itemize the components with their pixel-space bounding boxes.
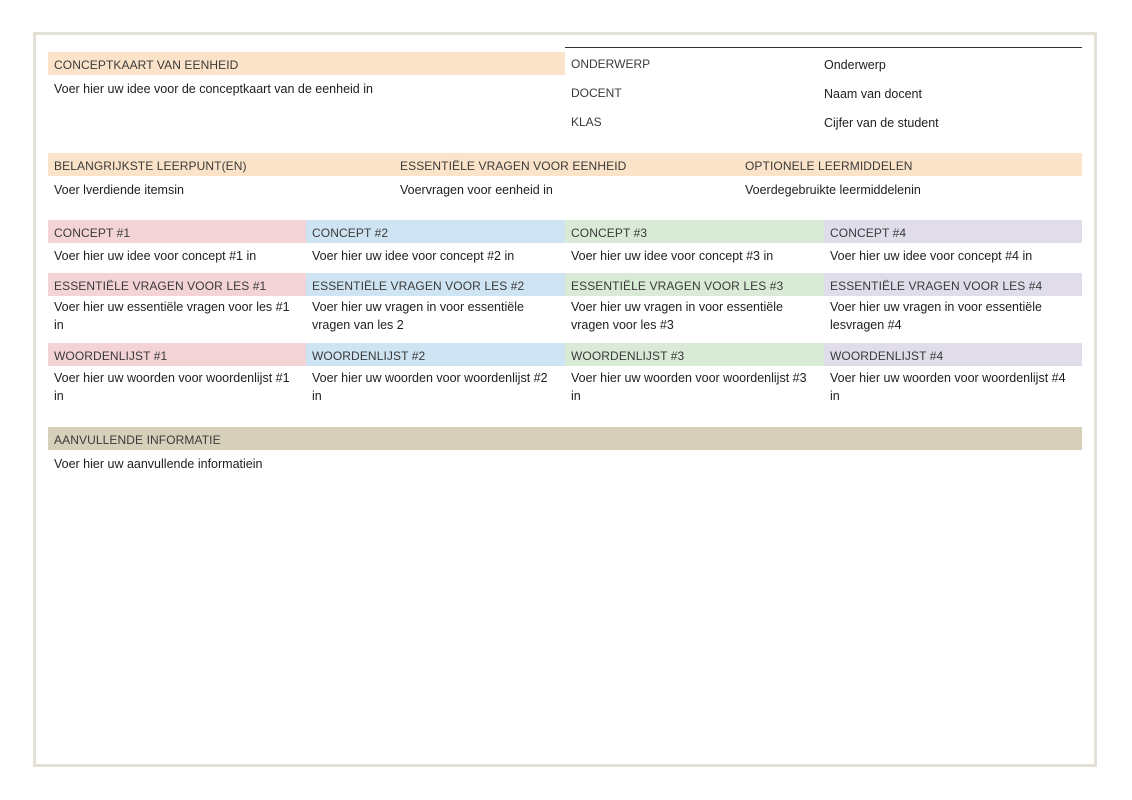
- teacher-label: DOCENT: [571, 86, 622, 100]
- learning-points-header: BELANGRIJKSTE LEERPUNT(EN): [48, 153, 394, 176]
- learning-points-text[interactable]: Voer lverdiende itemsin: [54, 183, 184, 197]
- concept-map-header: CONCEPTKAART VAN EENHEID: [48, 52, 565, 75]
- vocab-4-header: WOORDENLIJST #4: [824, 343, 1082, 366]
- lesson-3-questions-text[interactable]: Voer hier uw vragen in voor essentiële vragen voor les #3: [571, 300, 783, 332]
- concept-4-header: CONCEPT #4: [824, 220, 1082, 243]
- essential-questions-text[interactable]: Voervragen voor eenheid in: [400, 183, 553, 197]
- concept-4-text[interactable]: Voer hier uw idee voor concept #4 in: [830, 249, 1033, 263]
- subject-value[interactable]: Onderwerp: [824, 58, 886, 72]
- lesson-2-questions-header: ESSENTIËLE VRAGEN VOOR LES #2: [306, 273, 565, 296]
- resources-text[interactable]: Voerdegebruikte leermiddelenin: [745, 183, 921, 197]
- concept-2-text[interactable]: Voer hier uw idee voor concept #2 in: [312, 249, 515, 263]
- concept-3-header: CONCEPT #3: [565, 220, 824, 243]
- essential-questions-header: ESSENTIËLE VRAGEN VOOR EENHEID: [394, 153, 739, 176]
- concept-1-text[interactable]: Voer hier uw idee voor concept #1 in: [54, 249, 257, 263]
- vocab-1-header: WOORDENLIJST #1: [48, 343, 306, 366]
- info-divider: [565, 47, 1082, 48]
- vocab-3-header: WOORDENLIJST #3: [565, 343, 824, 366]
- additional-info-text[interactable]: Voer hier uw aanvullende informatiein: [54, 457, 263, 471]
- lesson-1-questions-header: ESSENTIËLE VRAGEN VOOR LES #1: [48, 273, 306, 296]
- lesson-3-questions-header: ESSENTIËLE VRAGEN VOOR LES #3: [565, 273, 824, 296]
- class-value[interactable]: Cijfer van de student: [824, 116, 939, 130]
- concept-2-header: CONCEPT #2: [306, 220, 565, 243]
- vocab-4-text[interactable]: Voer hier uw woorden voor woordenlijst #4 in: [830, 371, 1066, 403]
- resources-header: OPTIONELE LEERMIDDELEN: [739, 153, 1082, 176]
- concept-1-header: CONCEPT #1: [48, 220, 306, 243]
- additional-info-header: AANVULLENDE INFORMATIE: [48, 427, 1082, 450]
- lesson-1-questions-text[interactable]: Voer hier uw essentiële vragen voor les #1 in: [54, 300, 290, 332]
- vocab-2-header: WOORDENLIJST #2: [306, 343, 565, 366]
- vocab-3-text[interactable]: Voer hier uw woorden voor woordenlijst #3 in: [571, 371, 807, 403]
- concept-3-text[interactable]: Voer hier uw idee voor concept #3 in: [571, 249, 774, 263]
- lesson-2-questions-text[interactable]: Voer hier uw vragen in voor essentiële vragen van les 2: [312, 300, 524, 332]
- lesson-4-questions-header: ESSENTIËLE VRAGEN VOOR LES #4: [824, 273, 1082, 296]
- subject-label: ONDERWERP: [571, 57, 651, 71]
- lesson-4-questions-text[interactable]: Voer hier uw vragen in voor essentiële lesvragen #4: [830, 300, 1042, 332]
- vocab-2-text[interactable]: Voer hier uw woorden voor woordenlijst #2 in: [312, 371, 548, 403]
- vocab-1-text[interactable]: Voer hier uw woorden voor woordenlijst #1 in: [54, 371, 290, 403]
- class-label: KLAS: [571, 115, 602, 129]
- teacher-value[interactable]: Naam van docent: [824, 87, 922, 101]
- concept-map-text[interactable]: Voer hier uw idee voor de conceptkaart van de eenheid in: [54, 82, 373, 96]
